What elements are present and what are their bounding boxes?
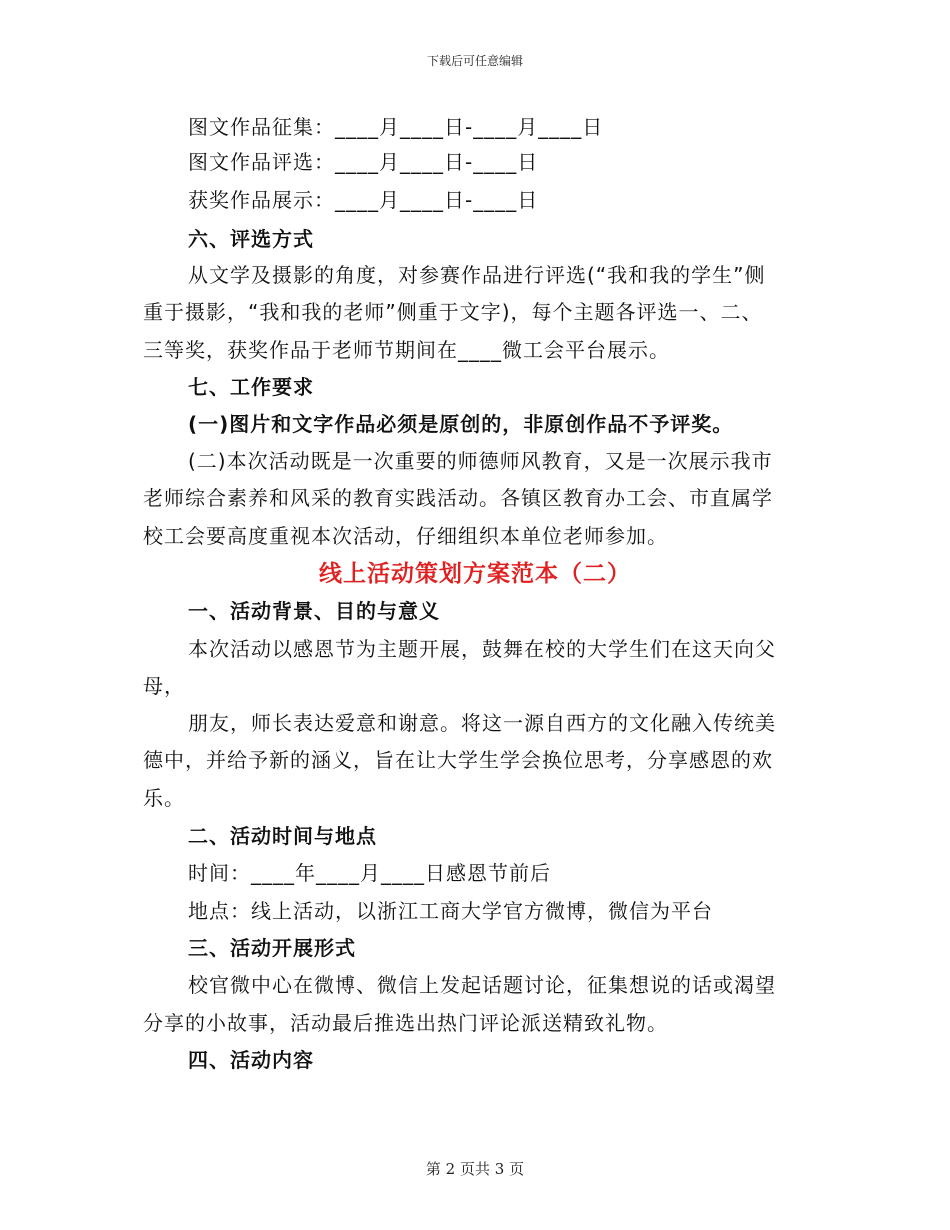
- text-line: 德中，并给予新的涵义，旨在让大学生学会换位思考，分享感恩的欢: [143, 748, 773, 772]
- page-footer: 第 2 页共 3 页: [425, 1160, 525, 1178]
- section-heading: 三、活动开展形式: [188, 936, 356, 960]
- page-header: 下载后可任意编辑: [426, 54, 523, 68]
- document-title: 线上活动策划方案范本（二）: [319, 561, 631, 587]
- text-line: 获奖作品展示：____月____日-____日: [188, 188, 539, 212]
- text-line: 重于摄影，“我和我的老师”侧重于文字)，每个主题各评选一、二、: [143, 300, 763, 324]
- section-heading: 二、活动时间与地点: [188, 824, 377, 848]
- section-heading: 六、评选方式: [188, 227, 314, 251]
- text-line: 乐。: [143, 786, 185, 810]
- text-line: 分享的小故事，活动最后推选出热门评论派送精致礼物。: [143, 1011, 668, 1035]
- section-heading: 七、工作要求: [188, 375, 314, 399]
- text-line: 朋友，师长表达爱意和谢意。将这一源自西方的文化融入传统美: [188, 711, 776, 735]
- text-line: 图文作品评选：____月____日-____日: [188, 150, 539, 174]
- text-line-bold: (一)图片和文字作品必须是原创的，非原创作品不予评奖。: [188, 412, 734, 436]
- text-line: 校官微中心在微博、微信上发起话题讨论，征集想说的话或渴望: [188, 973, 776, 997]
- text-line: 图文作品征集：____月____日-____月____日: [188, 115, 604, 139]
- text-line: 三等奖，获奖作品于老师节期间在____微工会平台展示。: [143, 338, 670, 362]
- text-line: 地点：线上活动，以浙江工商大学官方微博，微信为平台: [188, 899, 713, 923]
- section-heading: 一、活动背景、目的与意义: [188, 599, 440, 623]
- text-line: 从文学及摄影的角度，对参赛作品进行评选(“我和我的学生”侧: [188, 263, 766, 287]
- section-heading: 四、活动内容: [188, 1048, 314, 1072]
- text-line: 校工会要高度重视本次活动，仔细组织本单位老师参加。: [143, 524, 668, 548]
- text-line: (二)本次活动既是一次重要的师德师风教育，又是一次展示我市: [188, 449, 773, 473]
- text-line: 时间：____年____月____日感恩节前后: [188, 861, 551, 885]
- text-line: 本次活动以感恩节为主题开展，鼓舞在校的大学生们在这天向父: [188, 637, 776, 661]
- text-line: 老师综合素养和风采的教育实践活动。各镇区教育办工会、市直属学: [143, 486, 773, 510]
- text-line: 母，: [143, 674, 185, 698]
